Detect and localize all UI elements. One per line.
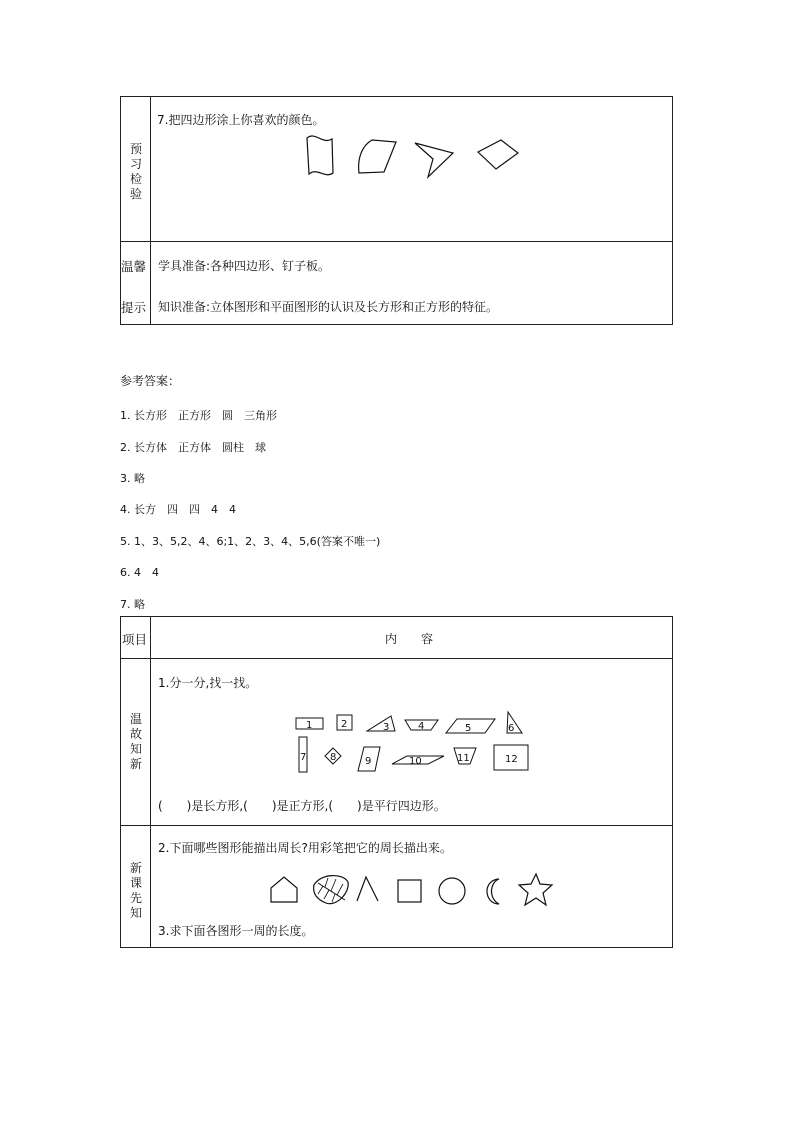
shape-label-12: 12 (505, 754, 518, 765)
question-7: 7.把四边形涂上你喜欢的颜色。 (157, 113, 325, 127)
leaf-shape (314, 876, 349, 904)
answer-4: 4. 长方 四 四 4 4 (120, 503, 236, 516)
shape-label-4: 4 (418, 721, 425, 732)
label-char: 习 (129, 157, 142, 171)
label-char: 课 (129, 876, 142, 890)
shape-label-8: 8 (330, 752, 337, 763)
lesson-table (120, 616, 673, 948)
shape-label-3: 3 (383, 722, 390, 733)
circle-shape (439, 878, 465, 904)
label-char: 知 (129, 906, 142, 920)
tip-label-top: 温馨 (121, 259, 147, 274)
answer-1: 1. 长方形 正方形 圆 三角形 (120, 409, 277, 422)
label-char: 新 (129, 757, 142, 771)
answer-3: 3. 略 (120, 472, 145, 485)
label-char: 新 (129, 861, 142, 875)
tip-label-bottom: 提示 (121, 300, 147, 315)
shape-label-11: 11 (457, 753, 470, 764)
row-divider (121, 241, 672, 242)
column-header-content: 内 容 (385, 632, 434, 646)
label-char: 故 (129, 727, 142, 741)
question-1: 1.分一分,找一找。 (158, 676, 258, 690)
arrowhead-quadrilateral (415, 143, 453, 177)
label-char: 温 (129, 712, 142, 726)
shape-label-9: 9 (365, 756, 372, 767)
column-header-item: 项目 (122, 632, 148, 647)
shape-label-5: 5 (465, 723, 472, 734)
label-char: 检 (129, 172, 142, 186)
answer-6: 6. 4 4 (120, 566, 159, 579)
square-shape (398, 880, 421, 902)
question-1-answer-line: ( )是长方形,( )是正方形,( )是平行四边形。 (158, 799, 446, 813)
shape-label-7: 7 (300, 752, 307, 763)
shape-label-6: 6 (508, 723, 515, 734)
perimeter-shapes (121, 617, 674, 949)
label-char: 先 (129, 891, 142, 905)
knowledge-preparation: 知识准备:立体图形和平面图形的认识及长方形和正方形的特征。 (158, 300, 499, 314)
quadrilateral-shapes (121, 97, 674, 241)
star-shape (519, 874, 552, 905)
preview-table (120, 96, 673, 325)
answer-7: 7. 略 (120, 598, 145, 611)
answer-2: 2. 长方体 正方体 圆柱 球 (120, 441, 266, 454)
shape-label-1: 1 (306, 720, 313, 731)
answer-5: 5. 1、3、5,2、4、6;1、2、3、4、5,6(答案不唯一) (120, 535, 381, 548)
tool-preparation: 学具准备:各种四边形、钉子板。 (158, 259, 331, 273)
label-char: 预 (129, 142, 142, 156)
slanted-quadrilateral (478, 140, 518, 169)
label-char: 知 (129, 742, 142, 756)
open-triangle (357, 877, 378, 901)
question-2: 2.下面哪些图形能描出周长?用彩笔把它的周长描出来。 (158, 841, 452, 855)
question-3: 3.求下面各图形一周的长度。 (158, 924, 314, 938)
shape-label-2: 2 (341, 719, 348, 730)
crescent-moon (487, 879, 499, 904)
label-char: 验 (129, 187, 142, 201)
curved-quadrilateral (359, 140, 396, 173)
shape-label-10: 10 (409, 756, 422, 767)
wavy-quadrilateral (307, 136, 333, 175)
house-pentagon (271, 877, 297, 902)
answers-heading: 参考答案： (120, 374, 181, 388)
